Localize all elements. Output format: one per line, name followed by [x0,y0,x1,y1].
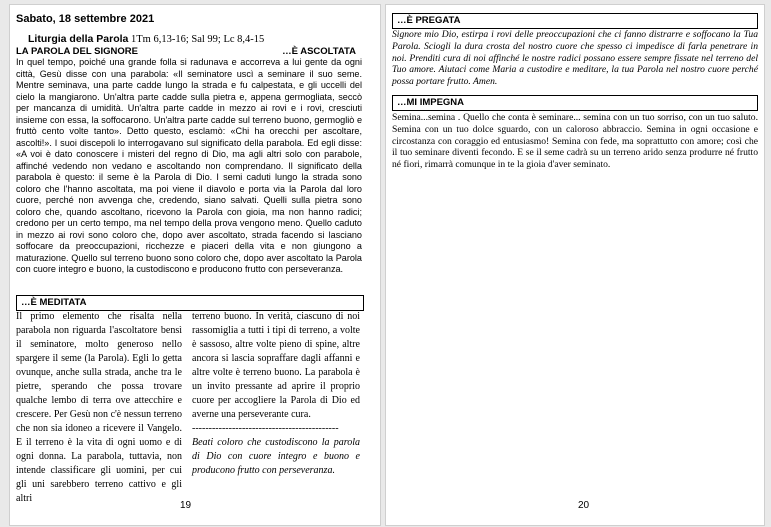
section-heading-row [16,46,356,57]
section-box-impegna: …MI IMPEGNA [392,95,758,111]
page-number: 19 [180,500,192,511]
section-box-meditata: …È MEDITATA [16,295,364,311]
separator-line: -------------------------------------------- [192,423,339,434]
meditation-column-1: Il primo elemento che risalta nella parabola non riguarda l'ascoltatore bensì il seminatore, molto generoso nello spargere il seme (la Parola). Egli lo getta ovunque, anche sulla strada, anche tra le pietre, sperando che possa trovare qualche lembo di terra ove attecchire e crescere. Per Gesù non c'è nessun terreno che non sia idoneo a ricevere il Vangelo. E il terreno è la vita di ogni uomo e di ogni donna. La parabola, tuttavia, non intende classificare gli uomini, per cui gli uni sarebbero terreno cattivo e gli altri [16,311,182,504]
liturgy-references: 1Tm 6,13-16; Sal 99; Lc 8,4-15 [128,34,265,45]
meditation-column-2 [192,310,360,478]
meditation-text: terreno buono. In verità, ciascuno di noi rassomiglia a tutti i tipi di terreno, a volte è sassoso, altre volte pieno di spine, altre ancora si lascia sopraffare dagli affanni e altre volte è terreno buono. La parabola è un invito pressante ad aprire il proprio cuore per accogliere la Parola di Dio ed averne una perseverante cura. [192,311,360,420]
section-title-parola: LA PAROLA DEL SIGNORE [16,46,138,57]
prayer-text: Signore mio Dio, estirpa i rovi delle preoccupazioni che ci fanno distrarre e soffocano la Tua Parola. Sciogli la dura crosta del nostro cuore che spesso ci impedisce di farla penetrare in noi. Prenditi cura di noi affinché le nostre radici possano essere sempre fissate nel terreno del Tuo amore. Aiutaci come Maria a custodire e meditare, la tua Parola nel nostro cuore perché possa portare frutto. Amen. [392,29,758,88]
gospel-text: In quel tempo, poiché una grande folla si radunava e accorreva a lui gente da ogni città, Gesù disse con una parabola: «Il seminatore uscì a seminare il suo seme. Mentre seminava, una parte cadde lungo la strada e fu calpestata, e gli uccelli del cielo la mangiarono. Un'altra parte cadde sulla pietra e, appena germogliata, seccò per mancanza di umidità. Un'altra parte cadde in mezzo ai rovi e i rovi, cresciuti insieme con essa, la soffocarono. Un'altra parte cadde sul terreno buono, germogliò e fruttò cento volte tanto». Detto questo, esclamò: «Chi ha orecchi per ascoltare, ascolti!». I suoi discepoli lo interrogavano sul significato della parabola. Ed egli disse: «A voi è dato conoscere i misteri del regno di Dio, ma agli altri solo con parabole, affinché vedendo non vedano e ascoltando non comprendano. Il significato della parabola è questo: il seme è la Parola di Dio. I semi caduti lungo la strada sono coloro che l'hanno ascoltata, ma poi viene il diavolo e porta via la Parola dal loro cuore, perché non avvenga che, credendo, siano salvati. Quelli sulla pietra sono coloro che, quando ascoltano, ricevono la Parola con gioia, ma non hanno radici; credono per un certo tempo, ma nel tempo della prova vengono meno. Quello caduto in mezzo ai rovi sono coloro che, dopo aver ascoltato, strada facendo si lasciano soffocare da preoccupazioni, ricchezze e piaceri della vita e non giungono a maturazione. Quello sul terreno buono sono coloro che, dopo aver ascoltato la Parola con cuore integro e buono, la custodiscono e producono frutto con perseveranza. [16,57,362,274]
liturgy-title: Liturgia della Parola [28,33,129,45]
page-20 [386,5,764,525]
section-title-ascoltata: …È ASCOLTATA [282,46,356,57]
page-number: 20 [578,500,590,511]
commitment-text: Semina...semina . Quello che conta è seminare... semina con un tuo sorriso, con un tuo saluto. Semina con un tuo dolce sguardo, con un caloroso abbraccio. Semina in ogni occasione e circostanza con coraggio ed entusiasmo! Semina con fede, ma soprattutto con amore; così che il tuo seminare diventi fecondo. E se il seme cadrà su un terreno arido senza produrre né frutto né fiori, rimarrà comunque in te la gioia d'aver seminato. [392,112,758,171]
section-box-pregata: …È PREGATA [392,13,758,29]
page-19 [10,5,380,525]
liturgy-heading [28,33,378,45]
meditation-quote: Beati coloro che custodiscono la parola di Dio con cuore integro e buono e producono frutto con perseveranza. [192,437,360,476]
page-date: Sabato, 18 settembre 2021 [16,13,155,25]
